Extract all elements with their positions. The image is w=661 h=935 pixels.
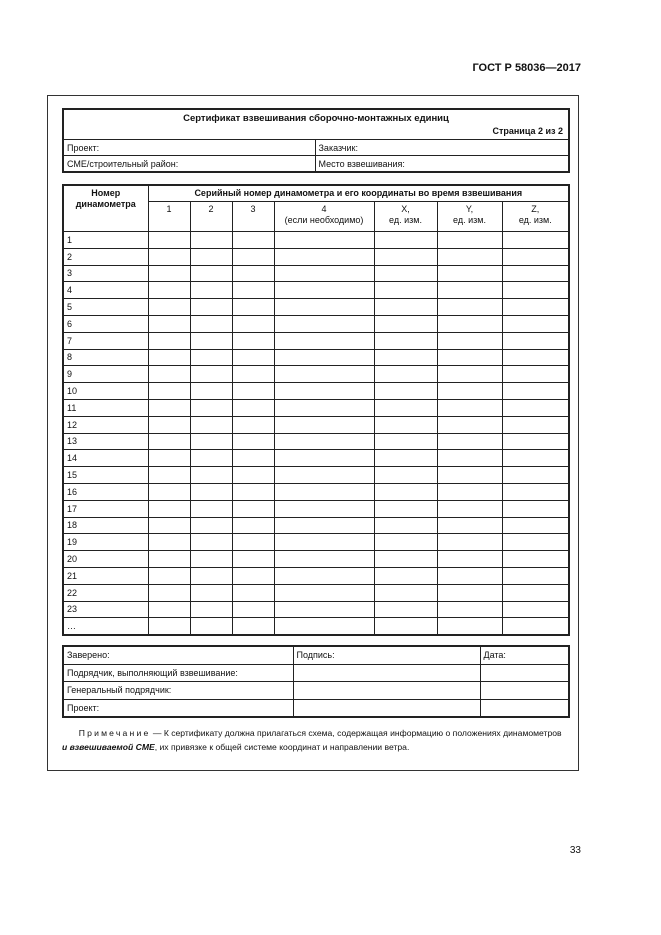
table-cell[interactable] (374, 517, 437, 534)
table-cell[interactable] (190, 299, 232, 316)
table-cell[interactable] (190, 567, 232, 584)
note-label: Примечание (78, 728, 151, 738)
column-header-6 (437, 202, 502, 232)
table-cell[interactable] (502, 450, 569, 467)
table-cell[interactable] (274, 601, 374, 618)
general-contractor-date-cell[interactable] (480, 682, 569, 700)
column-title: X, (401, 204, 410, 214)
customer-label: Заказчик: (318, 142, 358, 153)
table-cell[interactable] (148, 534, 190, 551)
table-cell[interactable] (232, 332, 274, 349)
table-cell[interactable] (148, 299, 190, 316)
table-cell[interactable] (374, 315, 437, 332)
table-cell[interactable] (374, 534, 437, 551)
table-cell[interactable] (437, 232, 502, 249)
table-cell[interactable] (374, 349, 437, 366)
table-cell[interactable] (502, 349, 569, 366)
table-cell[interactable] (232, 534, 274, 551)
table-row (63, 584, 569, 601)
row-number: … (63, 618, 148, 635)
column-header-1 (148, 202, 190, 232)
certificate-title-cell (63, 109, 569, 140)
table-row (63, 467, 569, 484)
table-cell[interactable] (502, 618, 569, 635)
row-number: 2 (63, 248, 148, 265)
table-cell[interactable] (232, 433, 274, 450)
project-signature-cell[interactable] (293, 699, 480, 717)
row-number: 18 (63, 517, 148, 534)
certificate-header-table (62, 108, 570, 173)
table-cell[interactable] (374, 399, 437, 416)
table-cell[interactable] (374, 618, 437, 635)
table-cell[interactable] (274, 248, 374, 265)
table-cell[interactable] (374, 332, 437, 349)
table-row (63, 534, 569, 551)
table-cell[interactable] (232, 450, 274, 467)
table-cell[interactable] (190, 332, 232, 349)
column-note: ед. изм. (453, 215, 486, 225)
table-cell[interactable] (374, 500, 437, 517)
table-cell[interactable] (437, 517, 502, 534)
project-label: Проект: (67, 142, 100, 153)
contractor-signature-cell[interactable] (293, 664, 480, 682)
table-cell[interactable] (374, 567, 437, 584)
table-cell[interactable] (148, 366, 190, 383)
table-cell[interactable] (437, 584, 502, 601)
table-cell[interactable] (190, 349, 232, 366)
table-row (63, 332, 569, 349)
table-cell[interactable] (190, 584, 232, 601)
row-number: 11 (63, 399, 148, 416)
row-number: 10 (63, 383, 148, 400)
table-cell[interactable] (148, 349, 190, 366)
table-cell[interactable] (148, 399, 190, 416)
table-cell[interactable] (190, 483, 232, 500)
column-title: 1 (166, 204, 172, 214)
row-number: 4 (63, 282, 148, 299)
table-cell[interactable] (502, 265, 569, 282)
table-cell[interactable] (437, 450, 502, 467)
table-cell[interactable] (190, 416, 232, 433)
dynamometer-table (62, 184, 570, 636)
table-cell[interactable] (232, 315, 274, 332)
row-number: 3 (63, 265, 148, 282)
table-row (63, 248, 569, 265)
table-cell[interactable] (232, 299, 274, 316)
table-cell[interactable] (274, 483, 374, 500)
column-title: Z, (531, 204, 540, 214)
table-cell[interactable] (148, 450, 190, 467)
table-cell[interactable] (437, 282, 502, 299)
table-cell[interactable] (232, 618, 274, 635)
table-cell[interactable] (232, 265, 274, 282)
note-text-b: , их привязке к общей системе координат и направлении ветра. (154, 742, 410, 752)
table-row (63, 315, 569, 332)
table-cell[interactable] (148, 567, 190, 584)
table-row (63, 383, 569, 400)
table-row (63, 567, 569, 584)
row-number: 20 (63, 551, 148, 568)
table-cell[interactable] (502, 567, 569, 584)
table-cell[interactable] (274, 433, 374, 450)
table-cell[interactable] (274, 315, 374, 332)
customer-field[interactable] (315, 140, 569, 156)
table-cell[interactable] (437, 366, 502, 383)
standard-designation: ГОСТ Р 58036—2017 (472, 62, 581, 74)
table-cell[interactable] (502, 248, 569, 265)
table-cell[interactable] (190, 399, 232, 416)
weighing-place-label: Место взвешивания: (318, 158, 405, 169)
table-cell[interactable] (274, 232, 374, 249)
table-cell[interactable] (437, 265, 502, 282)
table-cell[interactable] (374, 366, 437, 383)
table-cell[interactable] (232, 567, 274, 584)
table-cell[interactable] (190, 248, 232, 265)
row-number: 8 (63, 349, 148, 366)
table-cell[interactable] (502, 299, 569, 316)
note-text-a: — К сертификату должна прилагаться схема, содержащая информацию о положениях динамометров (150, 728, 562, 738)
table-cell[interactable] (148, 500, 190, 517)
table-cell[interactable] (437, 315, 502, 332)
column-note: ед. изм. (518, 215, 552, 225)
column-note: ед. изм. (389, 215, 422, 225)
column-title: 4 (321, 204, 327, 214)
table-cell[interactable] (148, 584, 190, 601)
serial-coordinates-header: Серийный номер динамометра и его координаты во время взвешивания (148, 185, 569, 202)
row-number: 6 (63, 315, 148, 332)
contractor-label: Подрядчик, выполняющий взвешивание: (63, 664, 293, 682)
row-number: 14 (63, 450, 148, 467)
table-row (63, 601, 569, 618)
table-cell[interactable] (232, 601, 274, 618)
table-cell[interactable] (274, 282, 374, 299)
row-number: 21 (63, 567, 148, 584)
table-cell[interactable] (374, 450, 437, 467)
table-cell[interactable] (502, 467, 569, 484)
site-label: СМЕ/строительный район: (67, 158, 179, 169)
table-row (63, 349, 569, 366)
column-note: (если необходимо) (284, 215, 364, 225)
row-number: 17 (63, 500, 148, 517)
table-cell[interactable] (148, 601, 190, 618)
column-header-7 (502, 202, 569, 232)
table-cell[interactable] (502, 483, 569, 500)
row-number: 16 (63, 483, 148, 500)
row-number: 9 (63, 366, 148, 383)
table-cell[interactable] (502, 332, 569, 349)
table-cell[interactable] (274, 467, 374, 484)
table-cell[interactable] (274, 332, 374, 349)
column-title: Y, (465, 204, 474, 214)
weighing-place-field[interactable] (315, 156, 569, 173)
table-cell[interactable] (274, 534, 374, 551)
table-row (63, 551, 569, 568)
table-cell[interactable] (274, 450, 374, 467)
project-field[interactable] (63, 140, 315, 156)
table-cell[interactable] (374, 232, 437, 249)
table-cell[interactable] (374, 383, 437, 400)
table-cell[interactable] (502, 282, 569, 299)
table-cell[interactable] (274, 265, 374, 282)
table-cell[interactable] (148, 483, 190, 500)
table-cell[interactable] (148, 248, 190, 265)
table-cell[interactable] (190, 601, 232, 618)
table-cell[interactable] (437, 299, 502, 316)
table-cell[interactable] (374, 299, 437, 316)
table-row (63, 483, 569, 500)
table-cell[interactable] (232, 232, 274, 249)
table-cell[interactable] (437, 618, 502, 635)
table-cell[interactable] (502, 500, 569, 517)
table-cell[interactable] (148, 315, 190, 332)
table-cell[interactable] (190, 618, 232, 635)
table-cell[interactable] (437, 483, 502, 500)
table-cell[interactable] (274, 399, 374, 416)
page-counter: Страница 2 из 2 (492, 126, 563, 136)
site-field[interactable] (63, 156, 315, 173)
table-cell[interactable] (502, 601, 569, 618)
table-cell[interactable] (274, 366, 374, 383)
table-cell[interactable] (232, 416, 274, 433)
table-cell[interactable] (274, 416, 374, 433)
row-number: 22 (63, 584, 148, 601)
table-cell[interactable] (274, 551, 374, 568)
table-cell[interactable] (437, 551, 502, 568)
table-row (63, 366, 569, 383)
signature-label: Подпись: (293, 646, 480, 664)
table-cell[interactable] (232, 248, 274, 265)
column-header-2 (190, 202, 232, 232)
table-cell[interactable] (437, 534, 502, 551)
table-cell[interactable] (232, 282, 274, 299)
table-cell[interactable] (232, 584, 274, 601)
table-cell[interactable] (374, 265, 437, 282)
table-cell[interactable] (374, 551, 437, 568)
table-cell[interactable] (374, 467, 437, 484)
table-row (63, 450, 569, 467)
date-label: Дата: (480, 646, 569, 664)
table-cell[interactable] (148, 416, 190, 433)
table-cell[interactable] (190, 265, 232, 282)
table-cell[interactable] (437, 601, 502, 618)
dynamometer-number-header: Номер динамометра (63, 185, 148, 232)
table-row (63, 500, 569, 517)
table-cell[interactable] (437, 349, 502, 366)
table-cell[interactable] (148, 517, 190, 534)
table-cell[interactable] (232, 500, 274, 517)
table-cell[interactable] (148, 467, 190, 484)
table-cell[interactable] (437, 433, 502, 450)
table-cell[interactable] (374, 416, 437, 433)
table-cell[interactable] (502, 551, 569, 568)
table-cell[interactable] (148, 433, 190, 450)
table-cell[interactable] (502, 383, 569, 400)
note-emphasis: и взвешиваемой СМЕ (62, 742, 155, 752)
table-cell[interactable] (190, 433, 232, 450)
row-number: 13 (63, 433, 148, 450)
table-cell[interactable] (502, 517, 569, 534)
table-cell[interactable] (190, 450, 232, 467)
table-cell[interactable] (190, 500, 232, 517)
table-cell[interactable] (190, 517, 232, 534)
column-header-4 (274, 202, 374, 232)
general-contractor-signature-cell[interactable] (293, 682, 480, 700)
table-cell[interactable] (437, 567, 502, 584)
table-cell[interactable] (232, 467, 274, 484)
table-cell[interactable] (502, 584, 569, 601)
table-row (63, 399, 569, 416)
project-signoff-label: Проект: (63, 699, 293, 717)
table-cell[interactable] (374, 483, 437, 500)
table-cell[interactable] (274, 618, 374, 635)
table-cell[interactable] (232, 399, 274, 416)
note-paragraph (62, 726, 568, 754)
table-cell[interactable] (274, 299, 374, 316)
table-cell[interactable] (232, 366, 274, 383)
row-number: 23 (63, 601, 148, 618)
certificate-title: Сертификат взвешивания сборочно-монтажных единиц (183, 113, 449, 124)
table-row (63, 265, 569, 282)
table-cell[interactable] (437, 500, 502, 517)
column-title: 2 (208, 204, 214, 214)
table-cell[interactable] (190, 534, 232, 551)
page-number: 33 (569, 845, 581, 856)
table-cell[interactable] (232, 517, 274, 534)
signoff-table (62, 645, 570, 718)
table-cell[interactable] (502, 399, 569, 416)
table-row (63, 282, 569, 299)
project-date-cell[interactable] (480, 699, 569, 717)
row-number: 15 (63, 467, 148, 484)
table-cell[interactable] (437, 467, 502, 484)
table-cell[interactable] (437, 416, 502, 433)
table-cell[interactable] (148, 282, 190, 299)
table-cell[interactable] (374, 248, 437, 265)
table-row (63, 618, 569, 635)
table-cell[interactable] (437, 248, 502, 265)
table-cell[interactable] (190, 551, 232, 568)
table-cell[interactable] (437, 383, 502, 400)
contractor-date-cell[interactable] (480, 664, 569, 682)
column-header-5 (374, 202, 437, 232)
table-cell[interactable] (190, 383, 232, 400)
table-cell[interactable] (148, 265, 190, 282)
table-cell[interactable] (274, 584, 374, 601)
table-cell[interactable] (274, 500, 374, 517)
table-cell[interactable] (190, 366, 232, 383)
table-cell[interactable] (148, 551, 190, 568)
row-number: 5 (63, 299, 148, 316)
table-cell[interactable] (502, 366, 569, 383)
table-row (63, 299, 569, 316)
table-cell[interactable] (190, 282, 232, 299)
table-cell[interactable] (148, 232, 190, 249)
table-cell[interactable] (232, 349, 274, 366)
table-cell[interactable] (502, 315, 569, 332)
table-cell[interactable] (274, 567, 374, 584)
table-cell[interactable] (148, 383, 190, 400)
table-cell[interactable] (437, 332, 502, 349)
table-cell[interactable] (274, 349, 374, 366)
table-cell[interactable] (374, 433, 437, 450)
table-cell[interactable] (374, 601, 437, 618)
table-cell[interactable] (502, 232, 569, 249)
table-cell[interactable] (148, 332, 190, 349)
table-cell[interactable] (374, 282, 437, 299)
table-cell[interactable] (232, 383, 274, 400)
column-title: 3 (250, 204, 256, 214)
table-cell[interactable] (190, 467, 232, 484)
table-row (63, 433, 569, 450)
row-number: 7 (63, 332, 148, 349)
column-header-3 (232, 202, 274, 232)
table-cell[interactable] (502, 534, 569, 551)
table-cell[interactable] (232, 551, 274, 568)
table-cell[interactable] (374, 584, 437, 601)
table-row (63, 232, 569, 249)
table-cell[interactable] (502, 416, 569, 433)
row-number: 1 (63, 232, 148, 249)
table-cell[interactable] (190, 315, 232, 332)
approved-label: Заверено: (63, 646, 293, 664)
table-cell[interactable] (148, 618, 190, 635)
table-cell[interactable] (502, 433, 569, 450)
table-row (63, 517, 569, 534)
general-contractor-label: Генеральный подрядчик: (63, 682, 293, 700)
table-cell[interactable] (437, 399, 502, 416)
row-number: 19 (63, 534, 148, 551)
row-number: 12 (63, 416, 148, 433)
table-cell[interactable] (274, 383, 374, 400)
table-row (63, 416, 569, 433)
table-cell[interactable] (190, 232, 232, 249)
table-cell[interactable] (232, 483, 274, 500)
table-cell[interactable] (274, 517, 374, 534)
